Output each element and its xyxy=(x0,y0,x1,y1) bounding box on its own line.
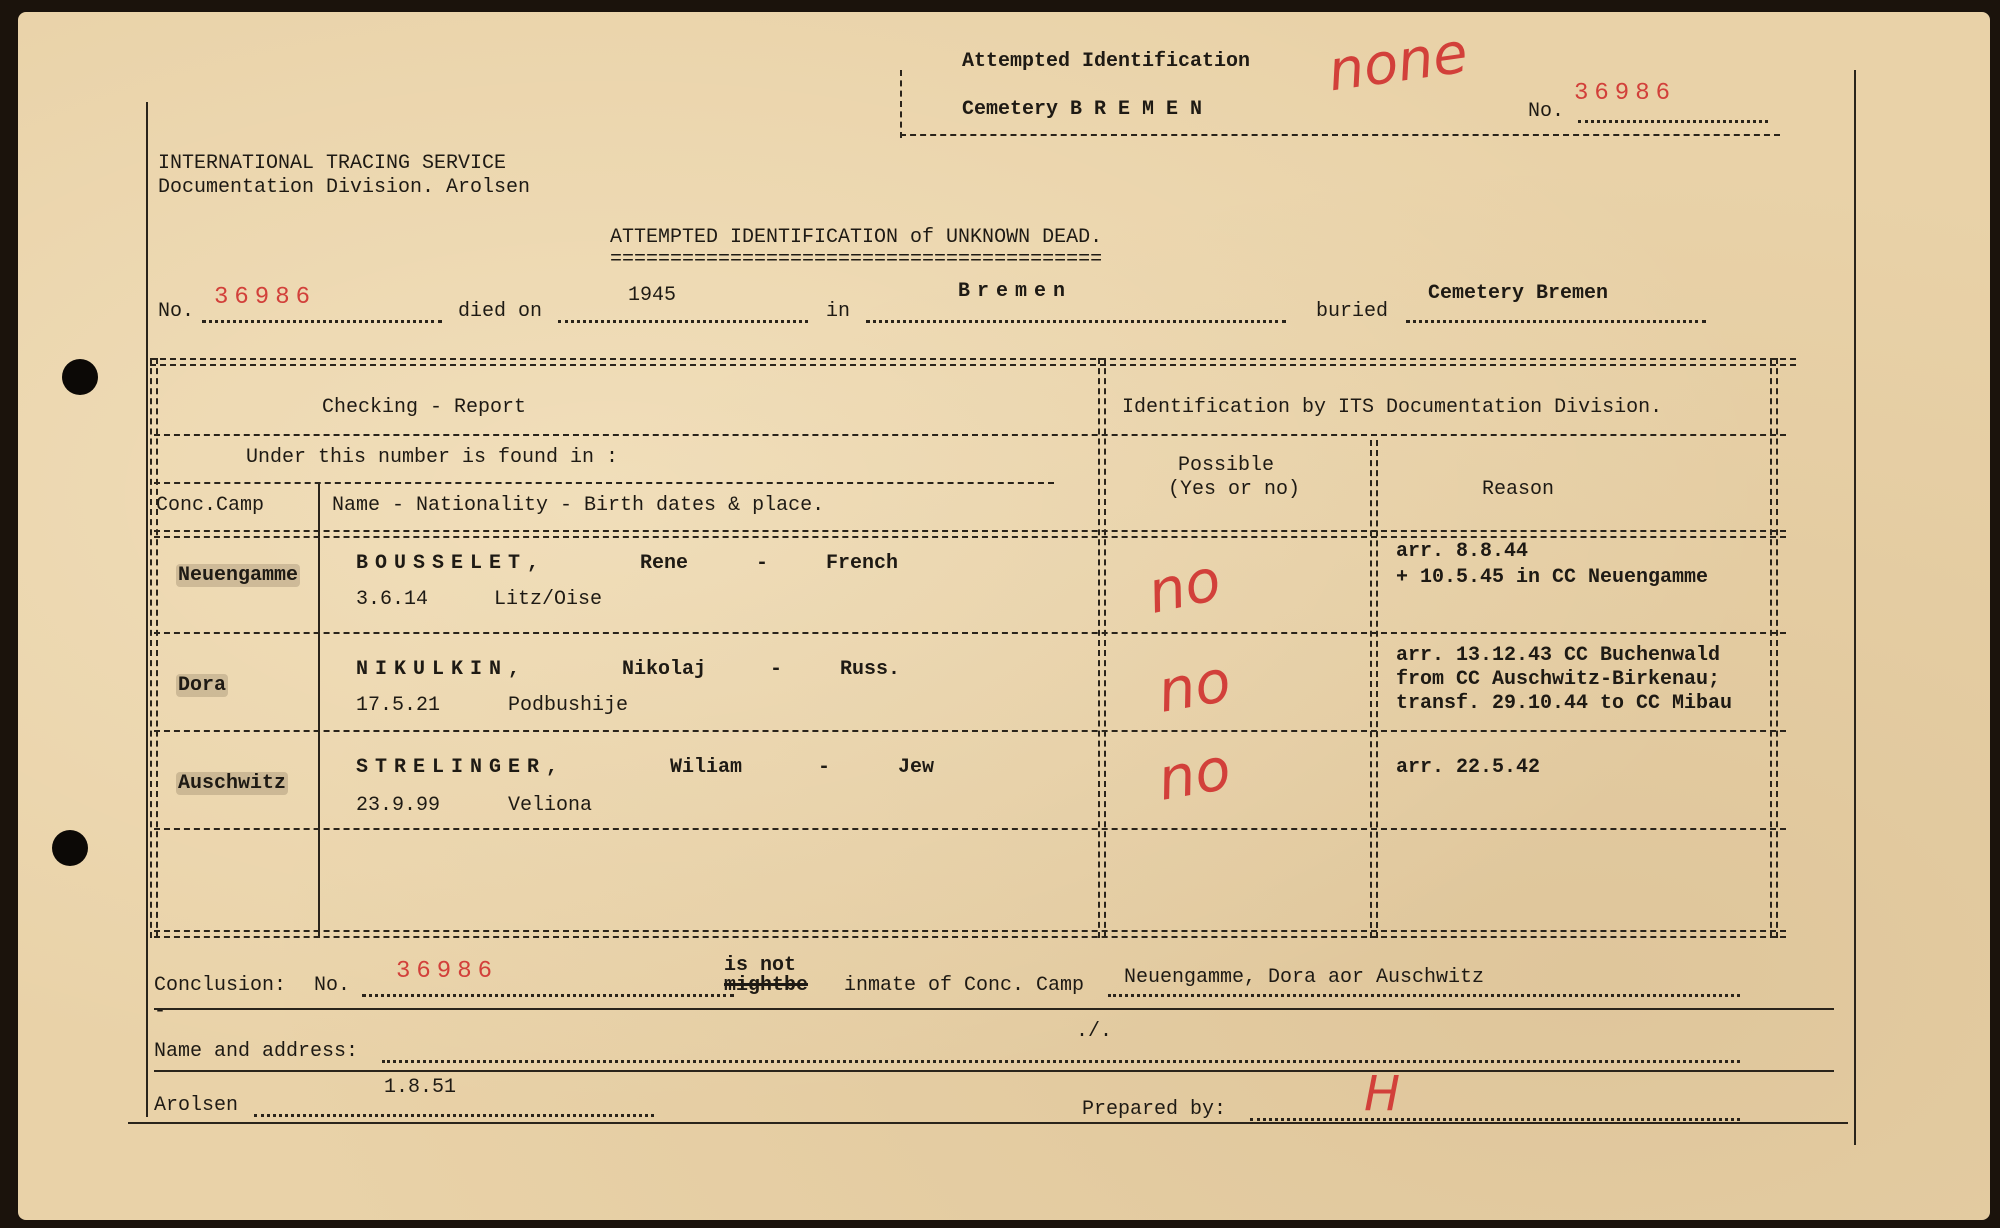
row2-camp: Dora xyxy=(178,674,227,697)
row2-birth: 17.5.21 xyxy=(356,694,441,717)
table-divider-main xyxy=(1098,358,1106,938)
prepared-by-label: Prepared by: xyxy=(1082,1098,1227,1121)
conclusion-inmate: inmate of Conc. Camp xyxy=(844,974,1085,997)
table-row-line-2 xyxy=(154,730,1786,732)
conclusion-is-not: is not xyxy=(724,954,797,977)
row1-surname: BOUSSELET, xyxy=(356,552,547,575)
record-buried-label: buried xyxy=(1316,300,1389,323)
table-line-2 xyxy=(154,482,1054,484)
prepared-by-dots xyxy=(1250,1118,1740,1121)
org-name: INTERNATIONAL TRACING SERVICE xyxy=(158,152,507,175)
header-checking-report: Checking - Report xyxy=(322,396,527,419)
table-divider-reason xyxy=(1370,440,1378,938)
header-cemetery: Cemetery B R E M E N xyxy=(962,98,1203,121)
punch-hole-bottom xyxy=(52,830,88,866)
row3-dash: - xyxy=(818,756,831,779)
record-in-value: Bremen xyxy=(958,280,1073,303)
place-date: 1.8.51 xyxy=(384,1076,457,1099)
row1-place: Litz/Oise xyxy=(494,588,603,611)
row1-camp: Neuengamme xyxy=(178,564,299,587)
name-address-label: Name and address: xyxy=(154,1040,359,1063)
header-no-label: No. xyxy=(1528,100,1565,123)
row2-reason-1: arr. 13.12.43 CC Buchenwald xyxy=(1396,644,1721,667)
table-right-border xyxy=(1770,358,1778,938)
record-no-dots xyxy=(202,320,442,323)
row3-place: Veliona xyxy=(508,794,593,817)
conclusion-camp-dots xyxy=(1108,994,1740,997)
table-row-line-3 xyxy=(154,828,1786,830)
card-right-border xyxy=(1854,70,1856,1145)
header-conc-camp: Conc.Camp xyxy=(156,494,265,517)
table-bottom-border xyxy=(154,930,1786,938)
row3-possible: no xyxy=(1152,734,1236,814)
record-buried-value: Cemetery Bremen xyxy=(1428,282,1609,305)
header-attempted: Attempted Identification xyxy=(962,50,1251,73)
header-reason: Reason xyxy=(1482,478,1555,501)
punch-hole-top xyxy=(62,359,98,395)
conclusion-small-dash: - xyxy=(154,1000,167,1023)
table-header-bottom xyxy=(154,530,1786,538)
row3-birth: 23.9.99 xyxy=(356,794,441,817)
record-no-value: 36986 xyxy=(214,284,317,311)
row2-reason-3: transf. 29.10.44 to CC Mibau xyxy=(1396,692,1733,715)
header-no-dots xyxy=(1578,120,1768,123)
row1-nationality: French xyxy=(826,552,899,575)
page-title: ATTEMPTED IDENTIFICATION of UNKNOWN DEAD. xyxy=(610,226,1103,249)
name-address-value: ./. xyxy=(1076,1020,1113,1043)
conclusion-label: Conclusion: xyxy=(154,974,287,997)
conclusion-no-label: No. xyxy=(314,974,351,997)
document-card xyxy=(18,12,1990,1220)
conclusion-rule xyxy=(154,1008,1834,1010)
record-died-dots xyxy=(558,320,808,323)
row3-firstname: Wiliam xyxy=(670,756,743,779)
row2-reason-2: from CC Auschwitz-Birkenau; xyxy=(1396,668,1721,691)
place-label: Arolsen xyxy=(154,1094,239,1117)
card-bottom-border xyxy=(128,1122,1848,1124)
header-box-bottom xyxy=(900,134,1780,136)
row2-firstname: Nikolaj xyxy=(622,658,707,681)
record-died-value: 1945 xyxy=(628,284,677,307)
record-died-label: died on xyxy=(458,300,543,323)
row2-nationality: Russ. xyxy=(840,658,901,681)
header-under-number: Under this number is found in : xyxy=(246,446,619,469)
row1-reason-2: + 10.5.45 in CC Neuengamme xyxy=(1396,566,1709,589)
conclusion-no-dots xyxy=(362,994,734,997)
header-no-value: 36986 xyxy=(1574,80,1677,107)
header-possible: Possible xyxy=(1178,454,1275,477)
conclusion-no-value: 36986 xyxy=(396,958,499,985)
table-divider-camp xyxy=(318,482,320,938)
conclusion-camp-value: Neuengamme, Dora aor Auschwitz xyxy=(1124,966,1485,989)
record-in-label: in xyxy=(826,300,851,323)
row1-dash: - xyxy=(756,552,769,575)
record-no-label: No. xyxy=(158,300,195,323)
org-division: Documentation Division. Arolsen xyxy=(158,176,531,199)
row1-firstname: Rene xyxy=(640,552,689,575)
row1-birth: 3.6.14 xyxy=(356,588,429,611)
table-top-border xyxy=(150,358,1796,366)
title-underline: ========================================= xyxy=(610,248,1103,271)
table-row-line-1 xyxy=(154,632,1786,634)
row1-possible: no xyxy=(1141,545,1227,627)
row1-reason-1: arr. 8.8.44 xyxy=(1396,540,1529,563)
name-address-rule xyxy=(154,1070,1834,1072)
header-name-nationality: Name - Nationality - Birth dates & place. xyxy=(332,494,825,517)
header-yes-or-no: (Yes or no) xyxy=(1168,478,1301,501)
record-in-dots xyxy=(866,320,1286,323)
row3-nationality: Jew xyxy=(898,756,935,779)
record-buried-dots xyxy=(1406,320,1706,323)
row3-camp: Auschwitz xyxy=(178,772,287,795)
row2-surname: NIKULKIN, xyxy=(356,658,528,681)
prepared-by-initials: H xyxy=(1364,1066,1401,1122)
place-dots xyxy=(254,1114,654,1117)
row2-place: Podbushije xyxy=(508,694,629,717)
header-box-left xyxy=(900,70,902,138)
row3-reason-1: arr. 22.5.42 xyxy=(1396,756,1541,779)
conclusion-struck-word: mightbe xyxy=(724,974,809,997)
table-left-border xyxy=(150,358,158,938)
row2-possible: no xyxy=(1152,646,1236,726)
table-line-1 xyxy=(154,434,1786,436)
row3-surname: STRELINGER, xyxy=(356,756,566,779)
card-left-border xyxy=(146,102,148,1117)
header-identification: Identification by ITS Documentation Division. xyxy=(1122,396,1663,419)
row2-dash: - xyxy=(770,658,783,681)
name-address-dots xyxy=(382,1060,1740,1063)
header-handwritten-none: none xyxy=(1324,20,1472,105)
